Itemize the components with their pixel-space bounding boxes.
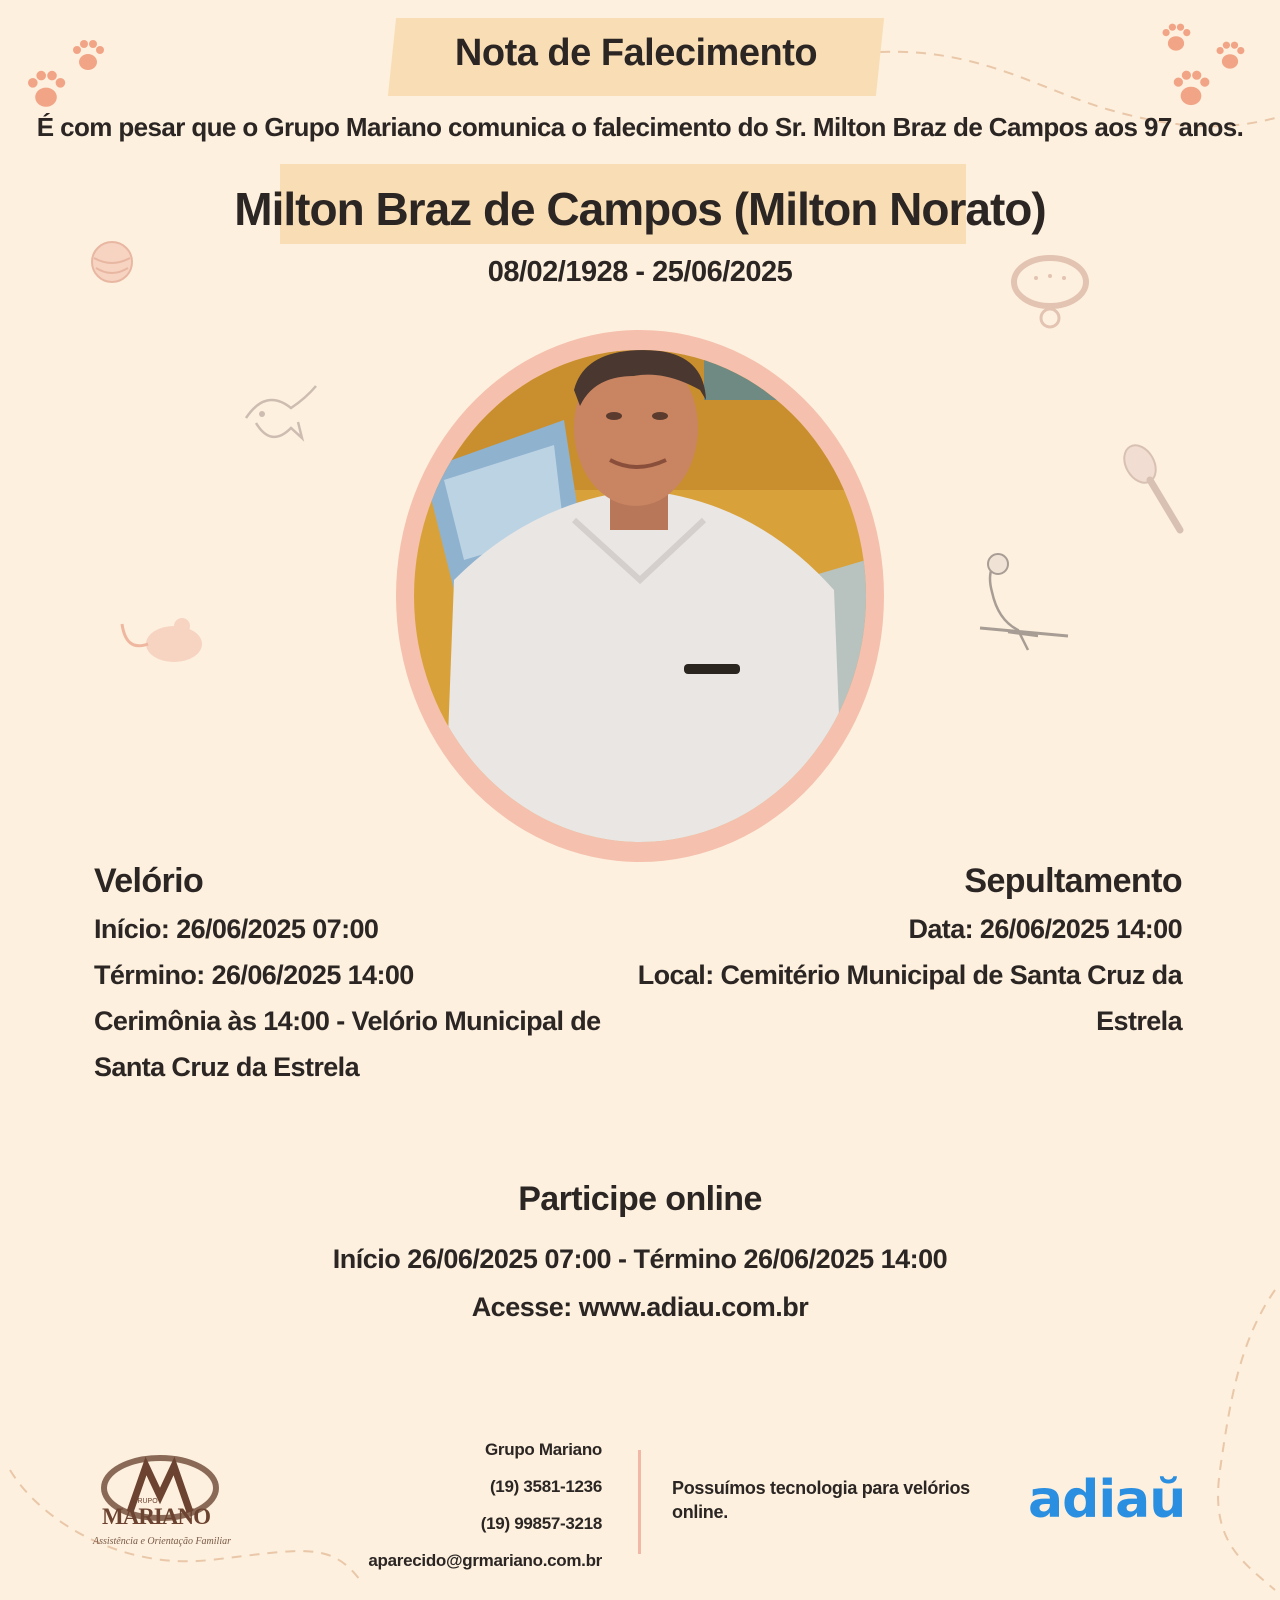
logo-tagline: Assistência e Orientação Familiar <box>92 1536 232 1547</box>
bird-icon <box>968 540 1078 660</box>
velorio-ceremony-place: Santa Cruz da Estrela <box>94 1052 359 1082</box>
notice-title: Nota de Falecimento <box>454 32 818 74</box>
announcement-text: É com pesar que o Grupo Mariano comunica o falecimento do Sr. Milton Braz de Campos aos 97 anos. <box>36 112 1244 142</box>
paw-print-icon <box>22 66 70 114</box>
velorio-ceremony: Cerimônia às 14:00 - Velório Municipal de <box>94 1006 601 1036</box>
footer-divider <box>638 1450 641 1554</box>
deceased-name: Milton Braz de Campos (Milton Norato) <box>234 183 1046 235</box>
fish-icon <box>236 378 326 458</box>
logo-grupo-label: GRUPO <box>132 1498 158 1505</box>
brush-icon <box>1118 438 1192 538</box>
velorio-start: Início: 26/06/2025 07:00 <box>94 914 379 944</box>
sepultamento-title: Sepultamento <box>964 862 1182 900</box>
online-period: Início 26/06/2025 07:00 - Término 26/06/2025 14:00 <box>332 1244 948 1274</box>
contact-company: Grupo Mariano <box>485 1440 602 1459</box>
online-title: Participe online <box>518 1180 762 1218</box>
velorio-title: Velório <box>94 862 204 900</box>
adiau-logo: adiaŭ <box>1028 1470 1186 1530</box>
paw-print-icon <box>1168 66 1214 112</box>
paw-print-icon <box>1158 20 1194 56</box>
contact-email[interactable]: aparecido@grmariano.com.br <box>368 1551 602 1570</box>
paw-print-icon <box>68 36 108 76</box>
tech-notice: Possuímos tecnologia para velórios online. <box>672 1478 970 1522</box>
sepultamento-location: Local: Cemitério Municipal de Santa Cruz da <box>637 960 1182 990</box>
mouse-icon <box>118 612 210 668</box>
velorio-end: Término: 26/06/2025 14:00 <box>94 960 414 990</box>
sepultamento-location-cont: Estrela <box>1096 1006 1182 1036</box>
contact-phone[interactable]: (19) 3581-1236 <box>489 1477 602 1496</box>
logo-brand-name: MARIANO <box>102 1504 210 1529</box>
paw-print-icon <box>1212 38 1248 74</box>
sepultamento-date: Data: 26/06/2025 14:00 <box>908 914 1182 944</box>
life-dates: 08/02/1928 - 25/06/2025 <box>487 256 793 288</box>
contact-mobile[interactable]: (19) 99857-3218 <box>480 1514 602 1533</box>
portrait-photo <box>414 350 866 842</box>
online-access-link[interactable]: Acesse: www.adiau.com.br <box>471 1292 809 1322</box>
